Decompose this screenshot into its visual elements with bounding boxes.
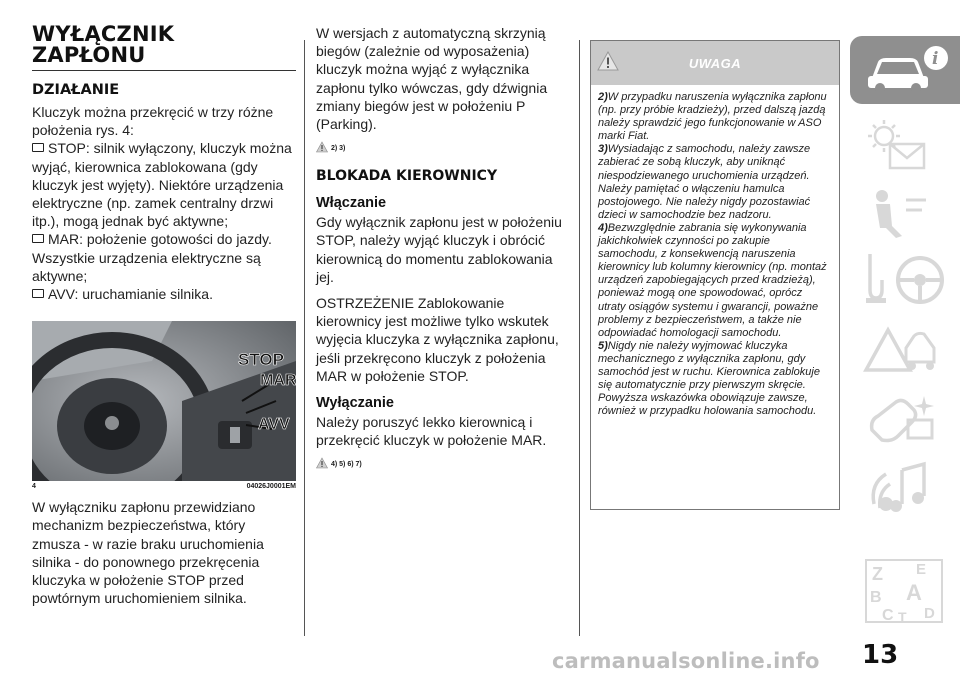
index-letter: B bbox=[870, 589, 882, 606]
index-letter: T bbox=[898, 609, 907, 625]
subheading-wlaczanie: Włączanie bbox=[316, 195, 387, 212]
column-3 bbox=[590, 40, 840, 510]
bullet-box-icon bbox=[32, 234, 44, 243]
index-letter: C bbox=[882, 607, 894, 624]
warning-item: 4)Bezwzględnie zabrania się wykonywania jakichkolwiek czynności po zakupie samochodu, z konsekwencją naruszenia kierownicy lub kolumny kierownicy (np. montaż urządzeń zapobiegających przed kradzieżą), ponieważ mogą one spowodować, oprócz utraty osiągów systemu i gwarancji, poważne problemy z bezpieczeństwem, a także nie odpowiadać homologacji samochodu. bbox=[598, 221, 827, 339]
reference-numbers: 2) 3) bbox=[331, 145, 346, 153]
warning-header bbox=[591, 41, 839, 85]
index-letter: A bbox=[906, 580, 922, 605]
wylaczanie-text: Należy poruszyć lekko kierownicą i przekręcić kluczyk w położenie MAR. bbox=[316, 414, 547, 449]
sidebar-tab-knowing-car[interactable] bbox=[850, 36, 960, 104]
warning-item: 5)Nigdy nie należy wyjmować kluczyka mechanicznego z wyłącznika zapłonu, gdy samochód jest w ruchu. Kierownica zablokuje się automatycznie przy pierwszym skręcie. Powyższa wskazówka obowiązuje zawsze, również w przypadku holowania samochodu. bbox=[598, 339, 820, 418]
warning-triangle-icon bbox=[316, 141, 328, 153]
page-number: 13 bbox=[862, 640, 899, 670]
bullet-box-icon bbox=[32, 143, 44, 152]
car-info-icon bbox=[862, 44, 952, 96]
title-line-2: ZAPŁONU bbox=[32, 43, 146, 67]
warning-item: 2)W przypadku naruszenia wyłącznika zapłonu (np. przy próbie kradzieży), przed dalszą jazdą należy sprawdzić jego funkcjonowanie w ASO marki Fiat. bbox=[598, 91, 827, 143]
column-divider bbox=[579, 40, 580, 636]
svg-text:i: i bbox=[932, 49, 939, 69]
driving-icon bbox=[862, 250, 948, 306]
index-letter: Z bbox=[872, 564, 883, 584]
warning-lights-icon bbox=[862, 116, 932, 174]
section-heading-dzialanie: DZIAŁANIE bbox=[32, 82, 120, 98]
index-letter: E bbox=[916, 561, 927, 578]
list-item-mar: MAR: położenie gotowości do jazdy. Wszystkie urządzenia elektryczne są aktywne; bbox=[32, 231, 272, 284]
title-line-1: WYŁĄCZNIK bbox=[32, 22, 175, 46]
safety-seat-icon bbox=[862, 186, 932, 240]
figure-number: 4 bbox=[32, 483, 36, 491]
ostrzezenie-text: OSTRZEŻENIE Zablokowanie kierownicy jest możliwe tylko wskutek wyjęcia kluczyka z wyłącznika zapłonu, jeśli przekręcono kluczyk z położenia MAR w położenie STOP. bbox=[316, 295, 559, 384]
warning-title: UWAGA bbox=[688, 55, 742, 71]
service-icon bbox=[862, 390, 942, 446]
ignition-photo bbox=[32, 321, 296, 481]
index-letter: D bbox=[924, 605, 935, 622]
page-title bbox=[32, 24, 296, 66]
intro-text: Kluczyk można przekręcić w trzy różne położenia rys. 4: bbox=[32, 104, 274, 139]
label-stop: STOP bbox=[238, 350, 284, 370]
label-avv: AVV bbox=[258, 416, 290, 434]
label-mar: MAR bbox=[260, 372, 296, 390]
reference-numbers: 4) 5) 6) 7) bbox=[331, 461, 362, 469]
warning-triangle-icon bbox=[316, 457, 328, 469]
warning-body bbox=[591, 85, 839, 424]
emergency-icon bbox=[862, 322, 942, 382]
column-1 bbox=[32, 24, 296, 607]
list-item-avv: AVV: uruchamianie silnika. bbox=[32, 285, 296, 303]
index-letters-icon bbox=[862, 556, 948, 626]
column-2 bbox=[316, 24, 572, 469]
warning-reference bbox=[316, 453, 572, 469]
multimedia-icon bbox=[862, 460, 932, 526]
chapter-sidebar bbox=[850, 36, 960, 636]
figure-caption bbox=[32, 483, 296, 490]
warning-triangle-icon bbox=[597, 51, 619, 71]
warning-reference bbox=[316, 137, 572, 153]
ignition-illustration bbox=[32, 321, 296, 481]
warning-box bbox=[590, 40, 840, 510]
subheading-wylaczanie: Wyłączanie bbox=[316, 395, 394, 412]
watermark: carmanualsonline.info bbox=[552, 649, 820, 673]
automatic-gearbox-text: W wersjach z automatyczną skrzynią biegów (zależnie od wyposażenia) kluczyk można wyjąć z wyłącznika zapłonu tylko wówczas, gdy dźwignia zmiany biegów jest w położeniu P (Parking). bbox=[316, 25, 548, 133]
bullet-box-icon bbox=[32, 289, 44, 298]
warning-item: 3)Wysiadając z samochodu, należy zawsze zabierać ze sobą kluczyk, aby uniknąć niespodziewanego uruchomienia urządzeń. Należy pamiętać o włączeniu hamulca postojowego. Nie należy nigdy pozostawiać dzieci w samochodzie bez nadzoru. bbox=[598, 143, 811, 221]
figure-code: 04026J0001EM bbox=[246, 483, 296, 491]
section-heading-blokada: BLOKADA KIEROWNICY bbox=[316, 168, 498, 185]
title-rule bbox=[32, 70, 296, 71]
column-divider bbox=[304, 40, 305, 636]
after-figure-text: W wyłączniku zapłonu przewidziano mechanizm bezpieczeństwa, który zmusza - w razie braku uruchomienia silnika - do ponownego przekręcenia kluczyka w położenie STOP przed powtórnym uruchomieniem silnika. bbox=[32, 499, 264, 607]
list-item-stop: STOP: silnik wyłączony, kluczyk można wyjąć, kierownica zablokowana (gdy kluczyk jest wyjęty). Niektóre urządzenia elektryczne (np. zamek centralny drzwi itp.), mogą jednak być aktywne; bbox=[32, 140, 292, 230]
wlaczanie-text: Gdy wyłącznik zapłonu jest w położeniu STOP, należy wyjąć kluczyk i obrócić kierownicą do momentu zablokowania jej. bbox=[316, 214, 562, 285]
